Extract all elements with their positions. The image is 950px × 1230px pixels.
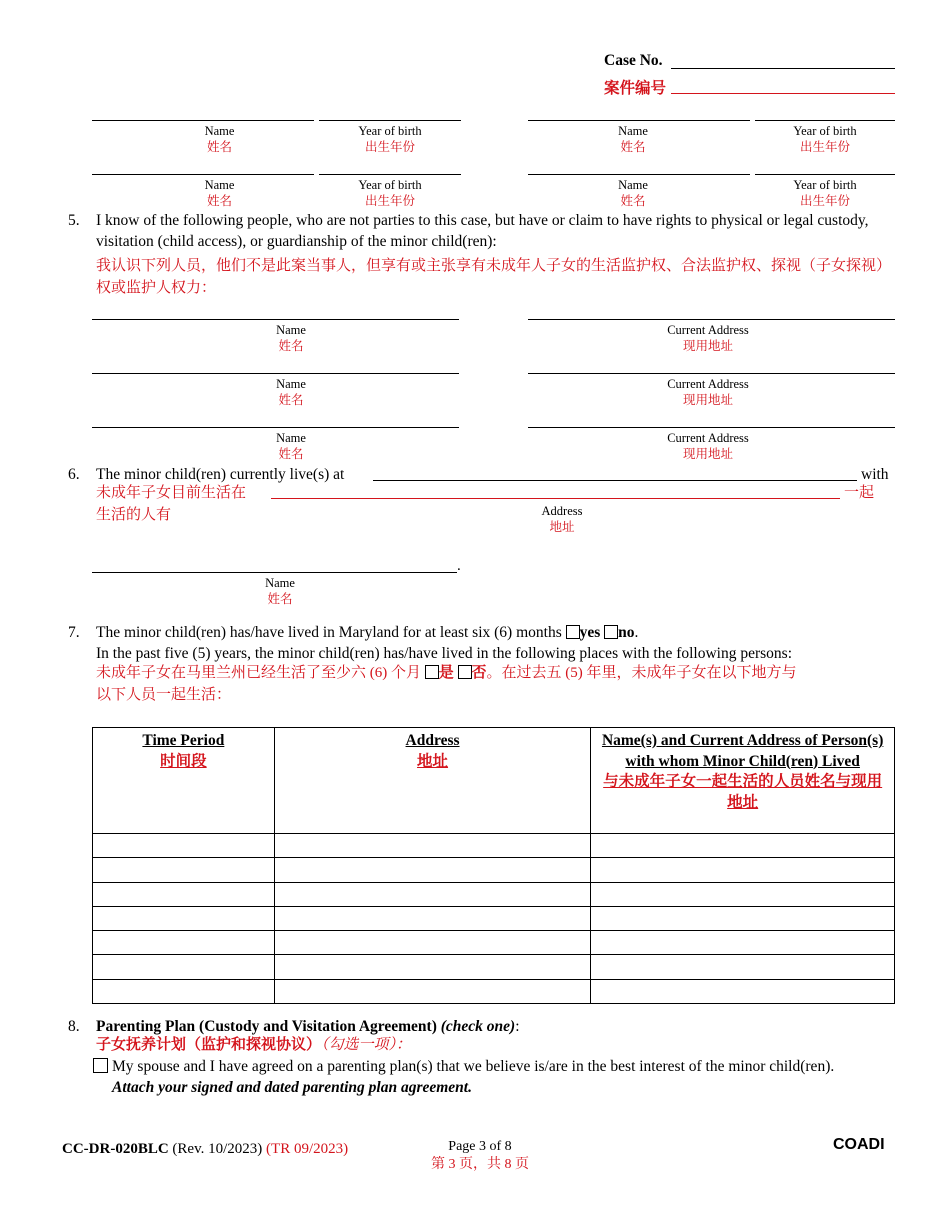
residence-history-table	[92, 727, 895, 1004]
name-label: Name 姓名	[276, 431, 306, 461]
address-cell[interactable]	[274, 979, 591, 1003]
address-header: Address 地址	[274, 728, 591, 834]
item-5-text-zh: 我认识下列人员，他们不是此案当事人，但享有或主张享有未成年人子女的生活监护权、合法监护权、探视（子女探视）权或监护人权力：	[96, 258, 884, 296]
item-6-text: The minor child(ren) currently live(s) at	[96, 466, 345, 483]
item-7-line1: The minor child(ren) has/have lived in Maryland for at least six (6) months yes no.	[96, 624, 639, 641]
address-cell[interactable]	[274, 931, 591, 955]
persons-cell[interactable]	[591, 834, 895, 858]
claimant-name-field[interactable]	[92, 373, 459, 374]
current-address-label: Current Address 现用地址	[667, 377, 749, 407]
table-row	[93, 858, 895, 882]
item-8-number: 8.	[68, 1018, 80, 1035]
current-residence-underline-zh	[271, 498, 840, 499]
time-period-cell[interactable]	[93, 979, 275, 1003]
address-cell[interactable]	[274, 882, 591, 906]
item-8-title-zh: 子女抚养计划（监护和探视协议）（勾选一项）：	[96, 1037, 412, 1053]
maryland-no-checkbox-zh[interactable]	[458, 665, 472, 679]
claimant-name-field[interactable]	[92, 319, 459, 320]
maryland-yes-checkbox[interactable]	[566, 625, 580, 639]
address-cell[interactable]	[274, 906, 591, 930]
item-7-line2: In the past five (5) years, the minor child(ren) has/have lived in the following places with the following persons:	[96, 645, 793, 662]
case-number-underline-zh	[671, 93, 895, 94]
time-period-cell[interactable]	[93, 834, 275, 858]
child-name-field[interactable]	[92, 120, 314, 121]
claimant-address-field[interactable]	[528, 427, 895, 428]
item-7-number: 7.	[68, 624, 80, 641]
item-6-number: 6.	[68, 466, 80, 483]
coadi-label: COADI	[833, 1136, 885, 1153]
name-label: Name 姓名	[204, 178, 235, 208]
time-period-cell[interactable]	[93, 955, 275, 979]
time-period-cell[interactable]	[93, 906, 275, 930]
page-number: Page 3 of 8 第 3 页，共 8 页	[431, 1139, 529, 1172]
item-6-period: .	[457, 558, 461, 574]
address-cell[interactable]	[274, 834, 591, 858]
time-period-header: Time Period 时间段	[93, 728, 275, 834]
persons-header: Name(s) and Current Address of Person(s) with whom Minor Child(ren) Lived 与未成年子女一起生活的人员姓名与现用地址	[591, 728, 895, 834]
birth-year-label: Year of birth 出生年份	[793, 178, 857, 208]
birth-year-label: Year of birth 出生年份	[358, 178, 422, 208]
maryland-yes-checkbox-zh[interactable]	[425, 665, 439, 679]
name-label: Name 姓名	[276, 377, 306, 407]
address-cell[interactable]	[274, 955, 591, 979]
claimant-name-field[interactable]	[92, 427, 459, 428]
address-label: Address 地址	[541, 504, 583, 534]
persons-cell[interactable]	[591, 979, 895, 1003]
birth-year-label: Year of birth 出生年份	[793, 124, 857, 154]
item-6-line2-zh: 生活的人有	[96, 507, 172, 523]
case-number-field[interactable]	[671, 68, 895, 69]
persons-cell[interactable]	[591, 955, 895, 979]
item-8-option-1: My spouse and I have agreed on a parenting plan(s) that we believe is/are in the best interest of the minor child(ren). Attach your signed and dated parenting plan agreement.	[112, 1058, 835, 1096]
child-birth-year-field[interactable]	[319, 174, 461, 175]
persons-cell[interactable]	[591, 906, 895, 930]
child-birth-year-field[interactable]	[319, 120, 461, 121]
parenting-plan-agreed-checkbox[interactable]	[93, 1058, 108, 1076]
table-row	[93, 955, 895, 979]
item-7-zh: 未成年子女在马里兰州已经生活了至少六 (6) 个月 是 否。在过去五 (5) 年里，未成年子女在以下地方与	[96, 665, 797, 681]
cohabitant-name-field[interactable]	[92, 572, 457, 573]
item-5-number: 5.	[68, 212, 80, 229]
maryland-no-checkbox[interactable]	[604, 625, 618, 639]
child-name-field[interactable]	[528, 174, 750, 175]
item-7-zh-line2: 以下人员一起生活：	[96, 687, 232, 703]
current-address-label: Current Address 现用地址	[667, 323, 749, 353]
name-label: Name 姓名	[618, 124, 648, 154]
child-name-field[interactable]	[528, 120, 750, 121]
time-period-cell[interactable]	[93, 858, 275, 882]
name-label: Name 姓名	[276, 323, 306, 353]
address-cell[interactable]	[274, 858, 591, 882]
child-name-field[interactable]	[92, 174, 314, 175]
current-residence-address-field[interactable]	[373, 480, 857, 481]
table-row	[93, 882, 895, 906]
name-label: Name 姓名	[618, 178, 648, 208]
case-number-label-zh: 案件编号	[604, 80, 667, 97]
form-id: CC-DR-020BLC (Rev. 10/2023) (TR 09/2023)	[62, 1141, 349, 1157]
claimant-address-field[interactable]	[528, 319, 895, 320]
table-row	[93, 931, 895, 955]
item-6-together-zh: 一起	[844, 485, 875, 501]
item-8-title: Parenting Plan (Custody and Visitation Agreement) (check one):	[96, 1018, 520, 1035]
birth-year-label: Year of birth 出生年份	[358, 124, 422, 154]
item-5-text: I know of the following people, who are not parties to this case, but have or claim to have rights to physical or legal custody, visitation (child access), or guardianship of the minor child(ren):	[96, 212, 869, 250]
persons-cell[interactable]	[591, 858, 895, 882]
claimant-address-field[interactable]	[528, 373, 895, 374]
table-row	[93, 979, 895, 1003]
persons-cell[interactable]	[591, 931, 895, 955]
item-6-text-zh: 未成年子女目前生活在	[96, 485, 247, 501]
case-number-label: Case No.	[604, 52, 663, 69]
current-address-label: Current Address 现用地址	[667, 431, 749, 461]
name-label: Name 姓名	[265, 576, 295, 606]
persons-cell[interactable]	[591, 882, 895, 906]
table-row	[93, 834, 895, 858]
table-row	[93, 906, 895, 930]
child-birth-year-field[interactable]	[755, 174, 895, 175]
table-header-row	[93, 728, 895, 834]
time-period-cell[interactable]	[93, 882, 275, 906]
child-birth-year-field[interactable]	[755, 120, 895, 121]
name-label: Name 姓名	[204, 124, 235, 154]
item-6-with: with	[861, 466, 889, 483]
time-period-cell[interactable]	[93, 931, 275, 955]
